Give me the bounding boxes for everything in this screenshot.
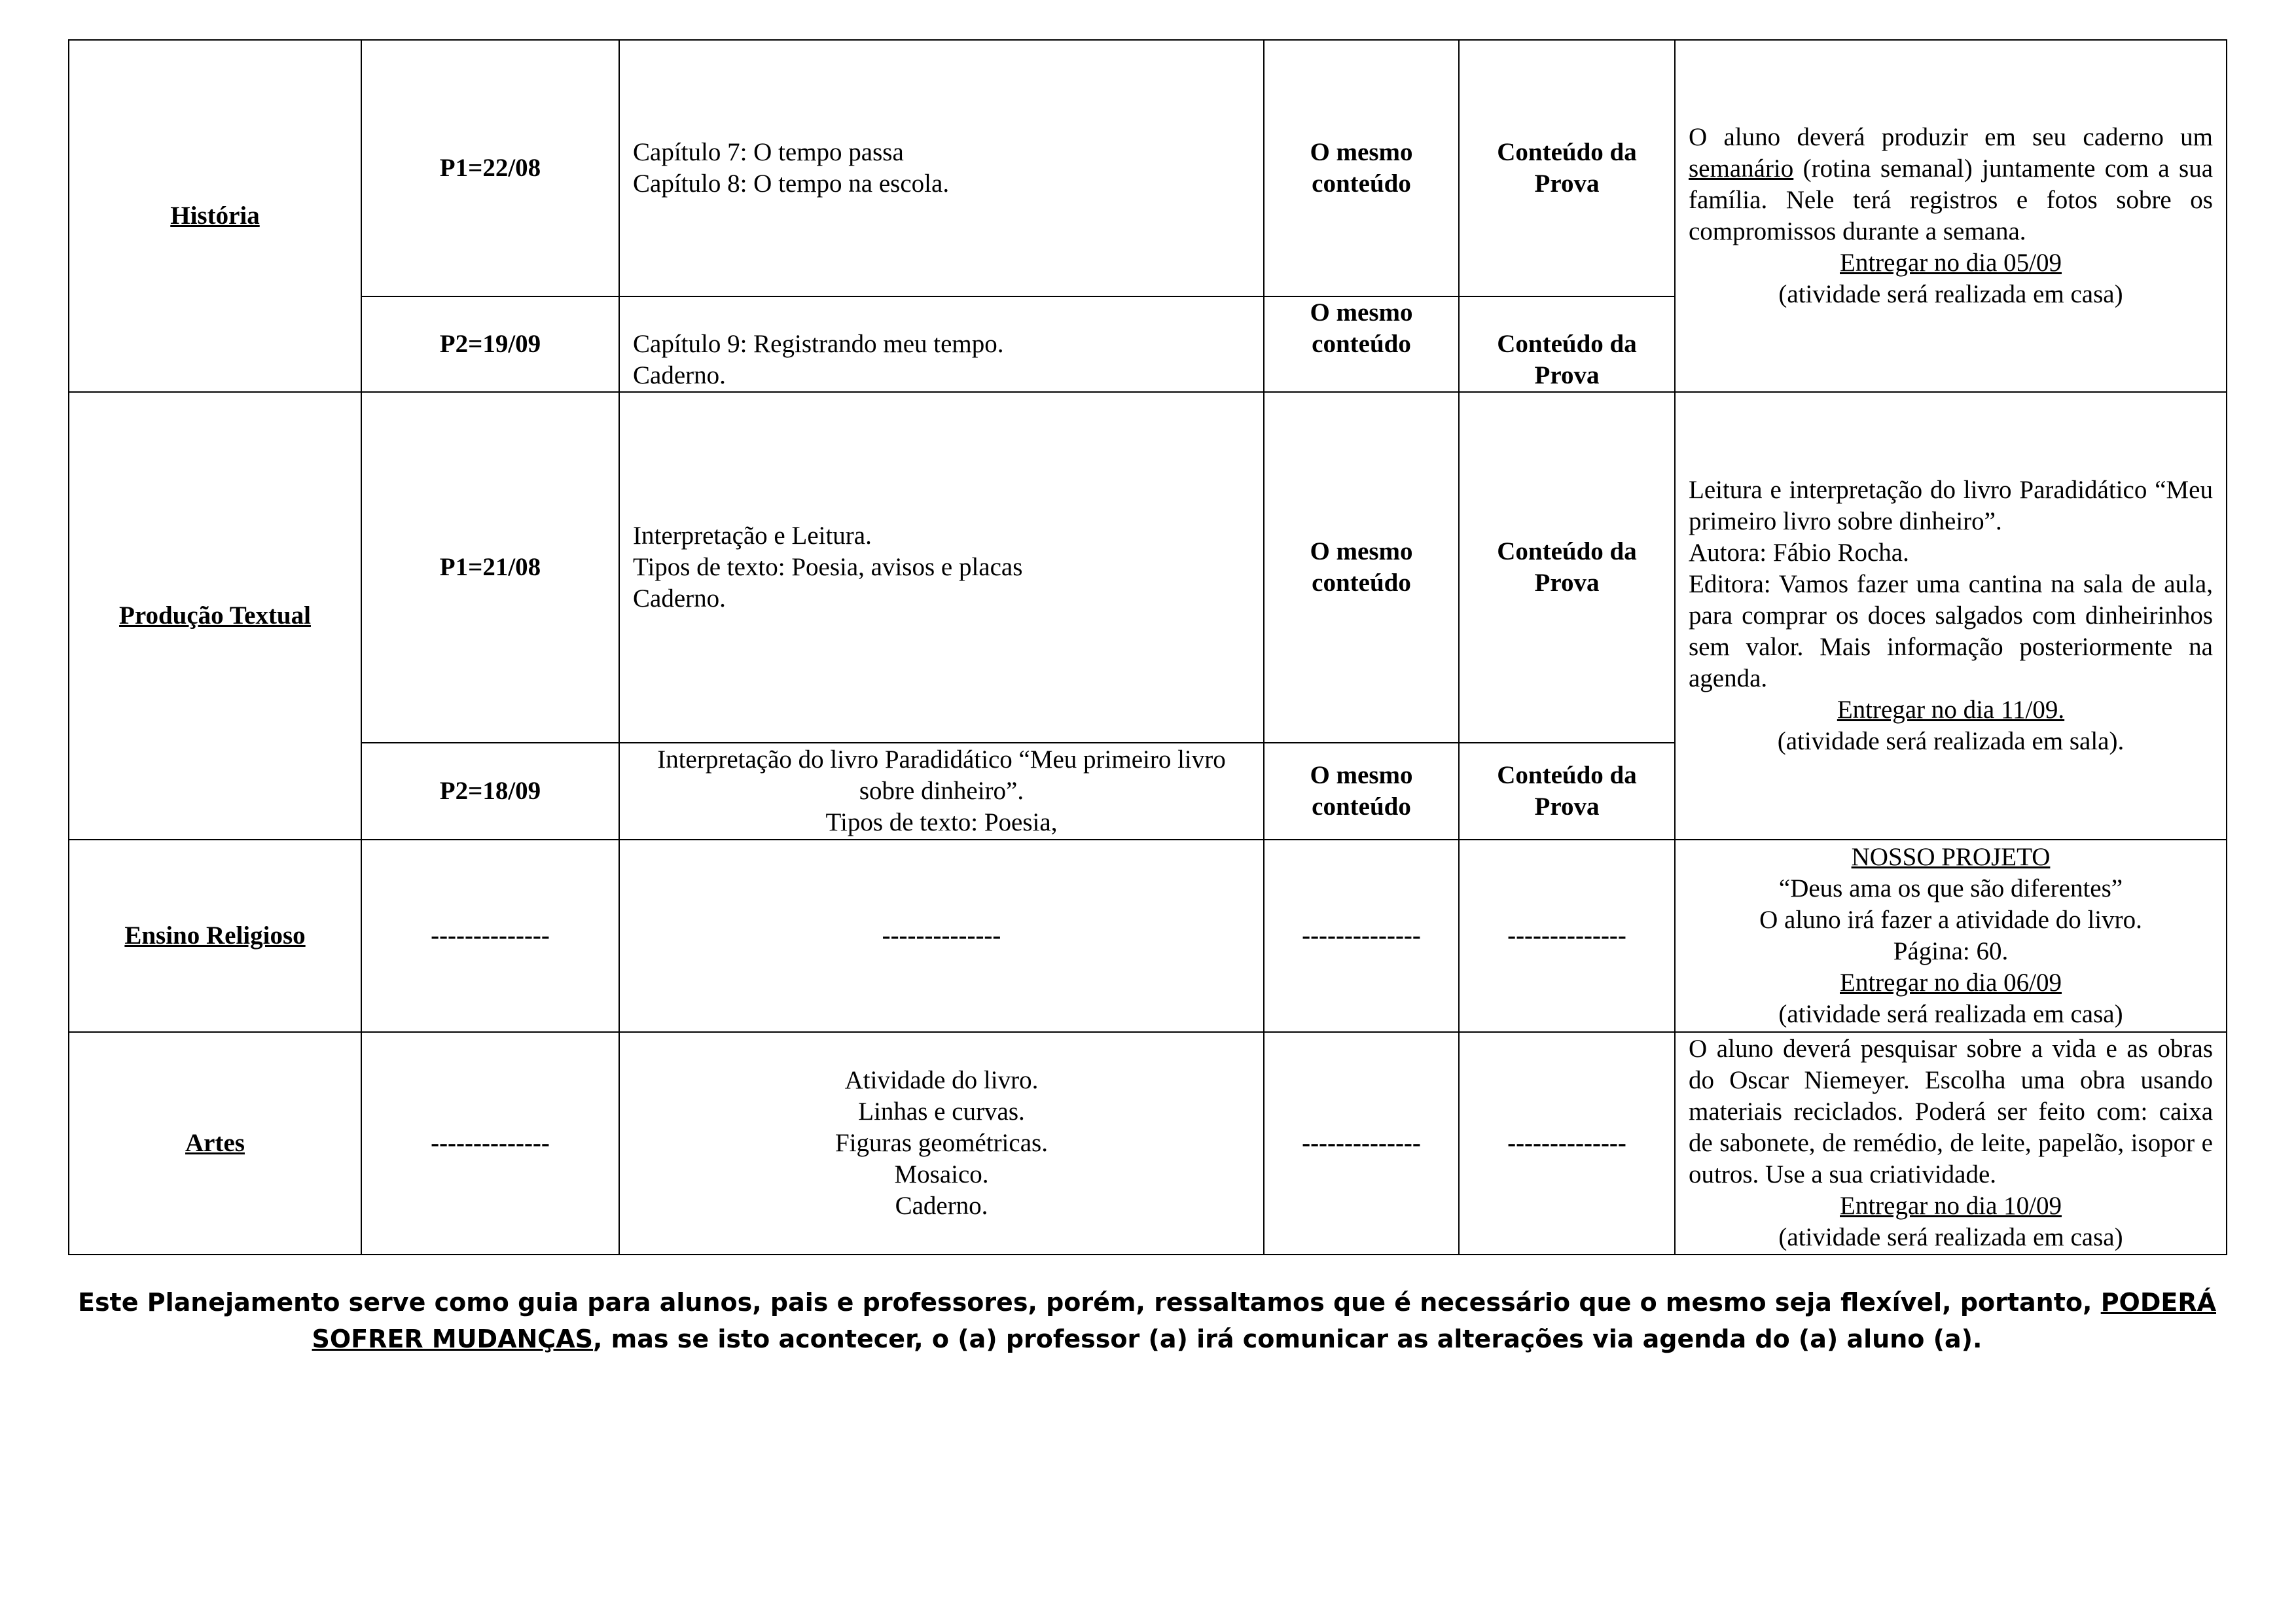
exam-content-label-cell: Conteúdo da Prova	[1459, 40, 1675, 296]
footer-text: Este Planejamento serve como guia para alunos, pais e professores, porém, ressaltamos que é necessário que o mesmo seja flexível, portanto,	[77, 1288, 2101, 1317]
activity-text: O aluno deverá produzir em seu caderno um semanário (rotina semanal) juntamente com a sua família. Nele terá registros e fotos sobre os compromissos durante a semana.	[1689, 123, 2213, 245]
planning-table	[68, 39, 2227, 1255]
exam-content-cell	[619, 40, 1264, 296]
activity-cell	[1675, 40, 2227, 392]
activity-note: (atividade será realizada em casa)	[1778, 1223, 2123, 1251]
content-line: Tipos de texto: Poesia,	[825, 808, 1058, 836]
exam-content-cell	[619, 296, 1264, 392]
activity-text: Leitura e interpretação do livro Paradidático “Meu primeiro livro sobre dinheiro”.	[1689, 476, 2213, 535]
content-line: Linhas e curvas.	[858, 1097, 1025, 1126]
same-content-cell: --------------	[1264, 1032, 1459, 1255]
table-row	[69, 840, 2227, 1032]
content-line: Capítulo 8: O tempo na escola.	[633, 169, 950, 198]
exam-content-cell	[619, 1032, 1264, 1255]
activity-cell	[1675, 1032, 2227, 1255]
table-row	[69, 40, 2227, 296]
activity-text: “Deus ama os que são diferentes”	[1778, 874, 2123, 902]
activity-deadline: Entregar no dia 06/09	[1840, 969, 2062, 997]
exam-date-cell: P1=21/08	[361, 392, 619, 743]
activity-note: (atividade será realizada em casa)	[1778, 1000, 2123, 1028]
footer-highlight: PODERÁ SOFRER MUDANÇAS	[312, 1288, 2217, 1353]
exam-date-cell: P2=19/09	[361, 296, 619, 392]
footer-text: , mas se isto acontecer, o (a) professor (a) irá comunicar as alterações via agenda do (a) aluno (a).	[592, 1325, 1982, 1353]
content-line: Capítulo 9: Registrando meu tempo.	[633, 330, 1004, 358]
content-line: Atividade do livro.	[844, 1066, 1039, 1094]
exam-content-cell	[619, 392, 1264, 743]
activity-deadline: Entregar no dia 11/09.	[1837, 696, 2065, 724]
activity-note: (atividade será realizada em sala).	[1777, 727, 2125, 755]
subject-cell: Ensino Religioso	[69, 840, 361, 1032]
activity-text: Página: 60.	[1893, 937, 2009, 965]
content-line: Caderno.	[633, 584, 726, 613]
content-line: Caderno.	[633, 361, 726, 389]
subject-cell: História	[69, 40, 361, 392]
table-row	[69, 1032, 2227, 1255]
same-content-cell: O mesmo conteúdo	[1264, 392, 1459, 743]
exam-content-cell	[619, 743, 1264, 840]
activity-note: (atividade será realizada em casa)	[1778, 280, 2123, 308]
subject-cell: Produção Textual	[69, 392, 361, 840]
footer-note	[68, 1284, 2226, 1357]
exam-date-cell: --------------	[361, 1032, 619, 1255]
activity-text: O aluno irá fazer a atividade do livro.	[1759, 906, 2142, 934]
content-line: Capítulo 7: O tempo passa	[633, 138, 904, 166]
activity-text: Editora: Vamos fazer uma cantina na sala de aula, para comprar os doces salgados com dinheirinhos sem valor. Mais informação posteriormente na agenda.	[1689, 570, 2213, 692]
subject-cell: Artes	[69, 1032, 361, 1255]
table-row	[69, 392, 2227, 743]
content-line: Figuras geométricas.	[835, 1129, 1048, 1157]
exam-content-label-cell: --------------	[1459, 840, 1675, 1032]
activity-cell	[1675, 392, 2227, 840]
same-content-cell: O mesmo conteúdo	[1264, 296, 1459, 392]
same-content-cell: O mesmo conteúdo	[1264, 40, 1459, 296]
content-line: Caderno.	[895, 1192, 988, 1220]
content-line: Interpretação e Leitura.	[633, 522, 872, 550]
content-line: Tipos de texto: Poesia, avisos e placas	[633, 553, 1023, 581]
content-line: Interpretação do livro Paradidático “Meu primeiro livro sobre dinheiro”.	[657, 745, 1226, 805]
activity-deadline: Entregar no dia 10/09	[1840, 1192, 2062, 1220]
exam-content-label-cell: Conteúdo da Prova	[1459, 743, 1675, 840]
exam-content-label-cell: Conteúdo da Prova	[1459, 296, 1675, 392]
content-line: Mosaico.	[894, 1160, 989, 1188]
exam-content-label-cell: --------------	[1459, 1032, 1675, 1255]
project-title: NOSSO PROJETO	[1851, 843, 2051, 871]
activity-deadline: Entregar no dia 05/09	[1840, 249, 2062, 277]
exam-content-cell: --------------	[619, 840, 1264, 1032]
same-content-cell: O mesmo conteúdo	[1264, 743, 1459, 840]
exam-date-cell: P2=18/09	[361, 743, 619, 840]
exam-date-cell: --------------	[361, 840, 619, 1032]
activity-text: O aluno deverá pesquisar sobre a vida e as obras do Oscar Niemeyer. Escolha uma obra usando materiais reciclados. Poderá ser feito com: caixa de sabonete, de remédio, de leite, papelão, isopor e outros. Use a sua criatividade.	[1689, 1035, 2213, 1188]
activity-cell	[1675, 840, 2227, 1032]
activity-text: Autora: Fábio Rocha.	[1689, 539, 1909, 567]
same-content-cell: --------------	[1264, 840, 1459, 1032]
exam-content-label-cell: Conteúdo da Prova	[1459, 392, 1675, 743]
exam-date-cell: P1=22/08	[361, 40, 619, 296]
